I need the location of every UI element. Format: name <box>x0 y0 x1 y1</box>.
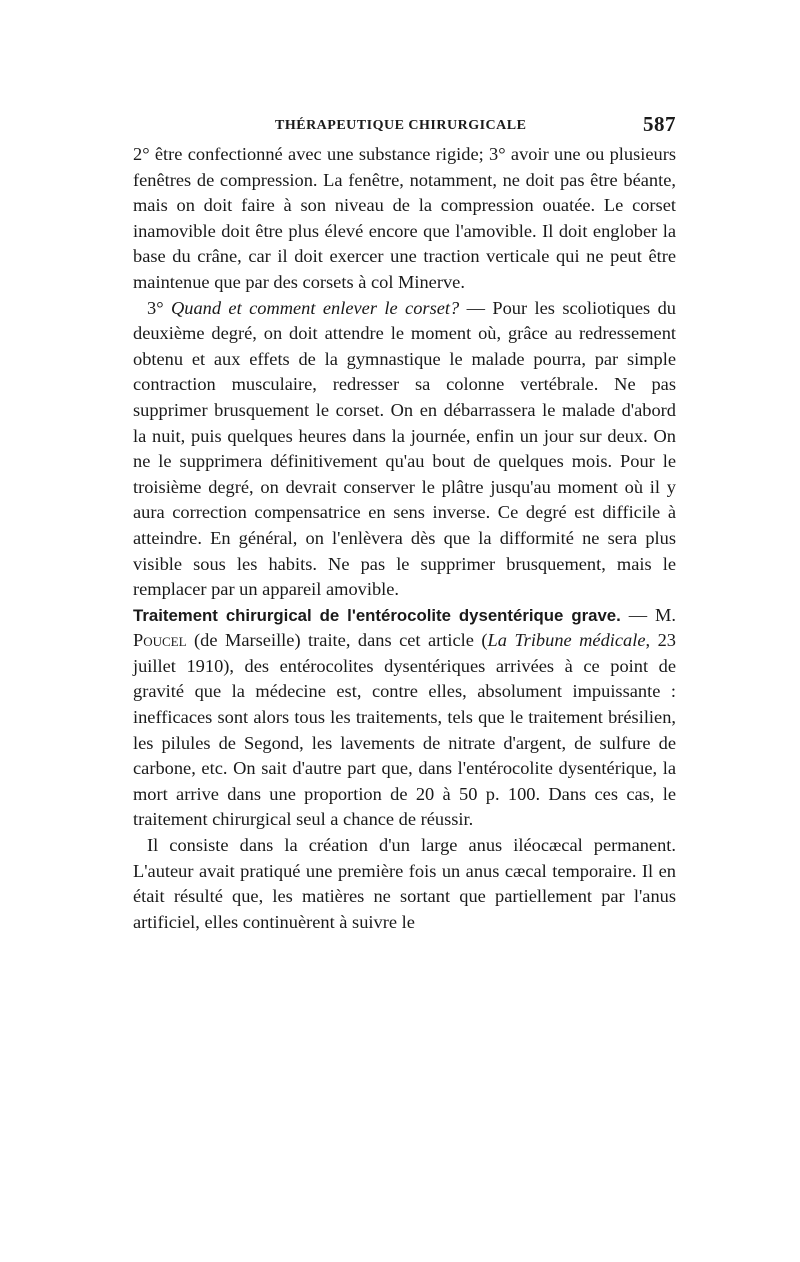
running-title: THÉRAPEUTIQUE CHIRURGICALE <box>275 118 527 133</box>
page-number: 587 <box>643 112 676 136</box>
question-heading: Quand et comment enlever le corset? <box>170 297 460 318</box>
main-text <box>133 142 676 935</box>
item-number: 3° <box>147 297 164 318</box>
paragraph-corset-removal <box>133 296 676 603</box>
paragraph-anus-iliocaecal: Il consiste dans la création d'un large anus iléocæcal permanent. L'auteur avait pratiqué une première fois un anus cæcal temporaire. Il en était résulté que, les matières ne sortant que partiellement par l'anus artificiel, elles continuèrent à suivre le <box>133 835 676 932</box>
section-enterocolite <box>133 603 676 833</box>
section-text: , 23 juillet 1910), des entérocolites dysentériques arrivées à ce point de gravité que la médecine est, contre elles, absolument impuissante : inefficaces sont alors tous les traitements, tels que le traitement brésilien, les pilules de Segond, les lavements de nitrate d'argent, de sulfure de carbone, etc. On sait d'autre part que, dans l'entérocolite dysentérique, la mort arrive dans une proportion de 20 à 50 p. 100. Dans ces cas, le traitement chirurgical seul a chance de réussir. <box>133 630 676 830</box>
paragraph-corset-requirements: 2° être confectionné avec une substance rigide; 3° avoir une ou plusieurs fenêtres de compression. La fenêtre, notamment, ne doit pas être béante, mais on doit faire à son niveau de la compression ouatée. Le corset inamovible doit être plus élevé encore que l'amovible. Il doit englober la base du crâne, car il doit exercer une traction verticale qui ne peut être maintenue que par des corsets à col Minerve. <box>133 144 676 292</box>
section-dash: — M. <box>628 604 676 625</box>
journal-name: La Tribune médicale <box>487 630 646 651</box>
section-title: Traitement chirurgical de l'entérocolite dysentérique grave. <box>133 605 621 625</box>
running-head <box>133 112 676 142</box>
paragraph-corset-removal-text: — Pour les scoliotiques du deuxième degré, on doit attendre le moment où, grâce au redressement obtenu et aux effets de la gymnastique le malade pourra, par simple contraction musculaire, redresser sa colonne vertébrale. Ne pas supprimer brusquement le corset. On en débarrassera le malade d'abord la nuit, puis quelques heures dans la journée, enfin un jour sur deux. On ne le supprimera définitivement qu'au bout de quelques mois. Pour le troisième degré, on devrait conserver le plâtre jusqu'au moment où il y aura correction compensatrice en sens inverse. Ce degré est difficile à atteindre. En général, on l'enlèvera dès que la difformité ne sera plus visible sous les habits. Ne pas le supprimer brusquement, mais le remplacer par un appareil amovible. <box>133 297 676 600</box>
author-name: Poucel <box>133 630 187 651</box>
section-intro: (de Marseille) traite, dans cet article ( <box>186 630 488 651</box>
book-page <box>133 112 676 935</box>
